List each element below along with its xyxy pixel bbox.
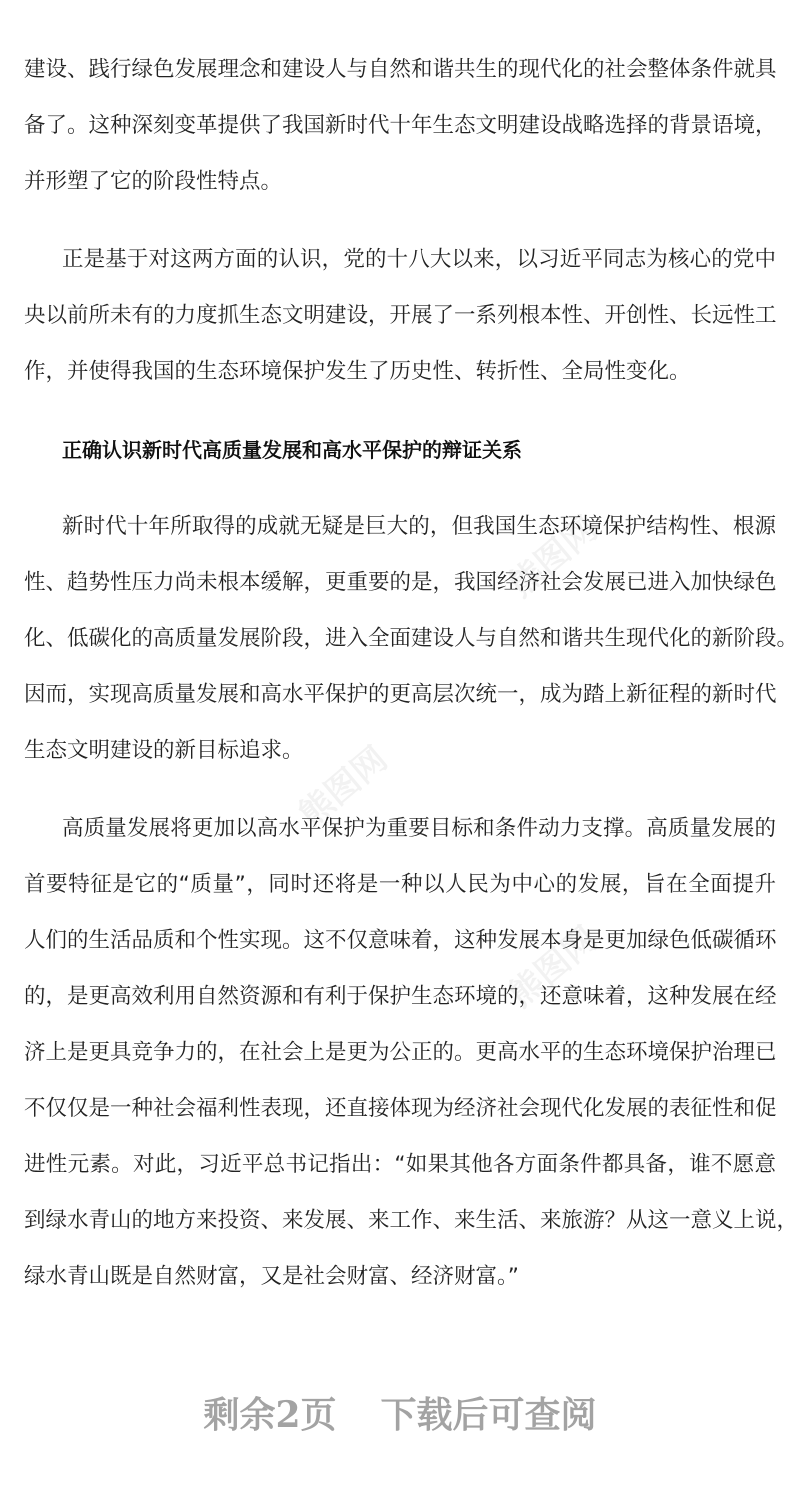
paragraph xyxy=(24,232,776,400)
watermark: 熊图网 xyxy=(501,919,606,1016)
text-line: 人们的生活品质和个性实现。这不仅意味着，这种发展本身是更加绿色低碳循环 xyxy=(24,928,777,953)
remaining-pages-text: 剩余2页 xyxy=(203,1394,337,1436)
download-to-view-text[interactable]: 下载后可查阅 xyxy=(380,1394,597,1436)
text-line: 不仅仅是一种社会福利性表现，还直接体现为经济社会现代化发展的表征性和促 xyxy=(24,1096,777,1121)
text-line: 央以前所未有的力度抓生态文明建设，开展了一系列根本性、开创性、长远性工 xyxy=(24,303,777,328)
text-line: 建设、践行绿色发展理念和建设人与自然和谐共生的现代化的社会整体条件就具 xyxy=(24,57,777,82)
text-line: 因而，实现高质量发展和高水平保护的更高层次统一，成为踏上新征程的新时代 xyxy=(24,682,777,707)
text-line: 到绿水青山的地方来投资、来发展、来工作、来生活、来旅游？从这一意义上说， xyxy=(24,1208,799,1233)
text-line: 首要特征是它的“质量”，同时还将是一种以人民为中心的发展，旨在全面提升 xyxy=(24,872,776,897)
section-heading: 正确认识新时代高质量发展和高水平保护的辩证关系 xyxy=(62,438,522,462)
paragraph xyxy=(24,42,776,210)
text-line: 生态文明建设的新目标追求。 xyxy=(24,738,304,763)
watermark: 熊图网 xyxy=(291,739,396,836)
text-line: 备了。这种深刻变革提供了我国新时代十年生态文明建设战略选择的背景语境， xyxy=(24,113,777,138)
text-line: 作，并使得我国的生态环境保护发生了历史性、转折性、全局性变化。 xyxy=(24,359,691,384)
text-line: 高质量发展将更加以高水平保护为重要目标和条件动力支撑。高质量发展的 xyxy=(62,816,776,841)
text-line: 正是基于对这两方面的认识，党的十八大以来，以习近平同志为核心的党中 xyxy=(62,247,776,272)
text-line: 济上是更具竞争力的，在社会上是更为公正的。更高水平的生态环境保护治理已 xyxy=(24,1040,777,1065)
text-line: 新时代十年所取得的成就无疑是巨大的，但我国生态环境保护结构性、根源 xyxy=(62,514,776,539)
text-line: 性、趋势性压力尚未根本缓解，更重要的是，我国经济社会发展已进入加快绿色 xyxy=(24,570,777,595)
text-line: 绿水青山既是自然财富，又是社会财富、经济财富。” xyxy=(24,1264,519,1289)
text-line: 的，是更高效利用自然资源和有利于保护生态环境的，还意味着，这种发展在经 xyxy=(24,984,777,1009)
paragraph xyxy=(24,801,799,1305)
watermark: 熊图网 xyxy=(501,509,606,606)
text-line: 化、低碳化的高质量发展阶段，进入全面建设人与自然和谐共生现代化的新阶段。 xyxy=(24,626,799,651)
document-body xyxy=(24,42,799,1327)
text-line: 并形塑了它的阶段性特点。 xyxy=(24,169,283,194)
text-line: 进性元素。对此，习近平总书记指出：“如果其他各方面条件都具备，谁不愿意 xyxy=(24,1152,776,1177)
paragraph xyxy=(24,499,799,779)
preview-limit-banner[interactable] xyxy=(0,1385,800,1445)
